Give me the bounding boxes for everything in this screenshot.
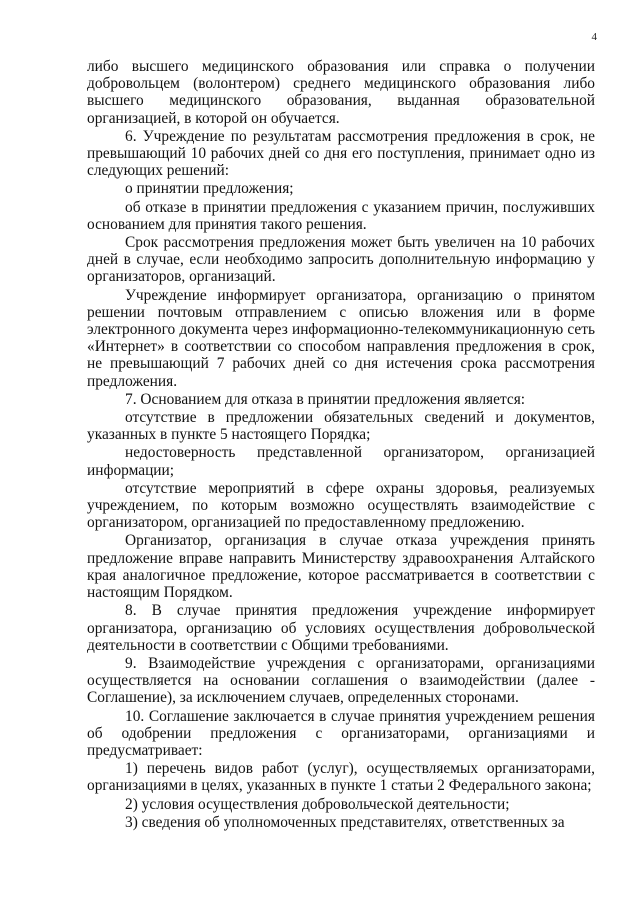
paragraph: о принятии предложения; <box>125 180 294 198</box>
paragraph: отсутствие мероприятий в сфере охраны здоровья, реализуемых учреждением, по которым возможно осуществлять взаимодействие с организатором, организацией по предоставленному предложению. <box>87 479 595 532</box>
paragraph: 2) условия осуществления добровольческой деятельности; <box>125 795 510 813</box>
paragraph: Организатор, организация в случае отказа учреждения принять предложение вправе направить Министерству здравоохранения Алтайского края аналогичное предложение, которое рассматривается в соответствии с настоящим Порядком. <box>87 532 595 602</box>
paragraph: Срок рассмотрения предложения может быть увеличен на 10 рабочих дней в случае, если необходимо запросить дополнительную информацию у организаторов, организаций. <box>87 234 595 286</box>
paragraph: отсутствие в предложении обязательных сведений и документов, указанных в пункте 5 настоящего Порядка; <box>87 409 595 444</box>
paragraph: 3) сведения об уполномоченных представителях, ответственных за <box>125 813 565 831</box>
paragraph: 9. Взаимодействие учреждения с организаторами, организациями осуществляется на основании соглашения о взаимодействии (далее - Соглашение), за исключением случаев, определенных сторонами. <box>87 654 595 707</box>
page-number: 4 <box>591 31 597 43</box>
paragraph: 10. Соглашение заключается в случае принятия учреждением решения об одобрении предложения с организаторами, организациями и предусматривает: <box>87 707 595 759</box>
document-body <box>87 58 595 831</box>
paragraph: недостоверность представленной организатором, организацией информации; <box>87 444 595 479</box>
paragraph: 6. Учреждение по результатам рассмотрения предложения в срок, не превышающий 10 рабочих дней со дня его поступления, принимает одно из следующих решений: <box>87 127 595 180</box>
paragraph: Учреждение информирует организатора, организацию о принятом решении почтовым отправлением с описью вложения или в форме электронного документа через информационно-телекоммуникационную сеть «Интернет» в соответствии со способом направления предложения в срок, не превышающий 7 рабочих дней со дня истечения срока рассмотрения предложения. <box>87 286 595 390</box>
paragraph: либо высшего медицинского образования или справка о получении добровольцем (волонтером) среднего медицинского образования либо высшего медицинского образования, выданная образовательной организацией, в которой он обучается. <box>87 58 595 127</box>
paragraph: 8. В случае принятия предложения учреждение информирует организатора, организацию об условиях осуществления добровольческой деятельности в соответствии с Общими требованиями. <box>87 602 595 654</box>
paragraph: об отказе в принятии предложения с указанием причин, послуживших основанием для принятия такого решения. <box>87 198 595 233</box>
paragraph: 7. Основанием для отказа в принятии предложения является: <box>125 390 526 408</box>
paragraph: 1) перечень видов работ (услуг), осуществляемых организаторами, организациями в целях, указанных в пункте 1 статьи 2 Федерального закона; <box>87 760 595 795</box>
